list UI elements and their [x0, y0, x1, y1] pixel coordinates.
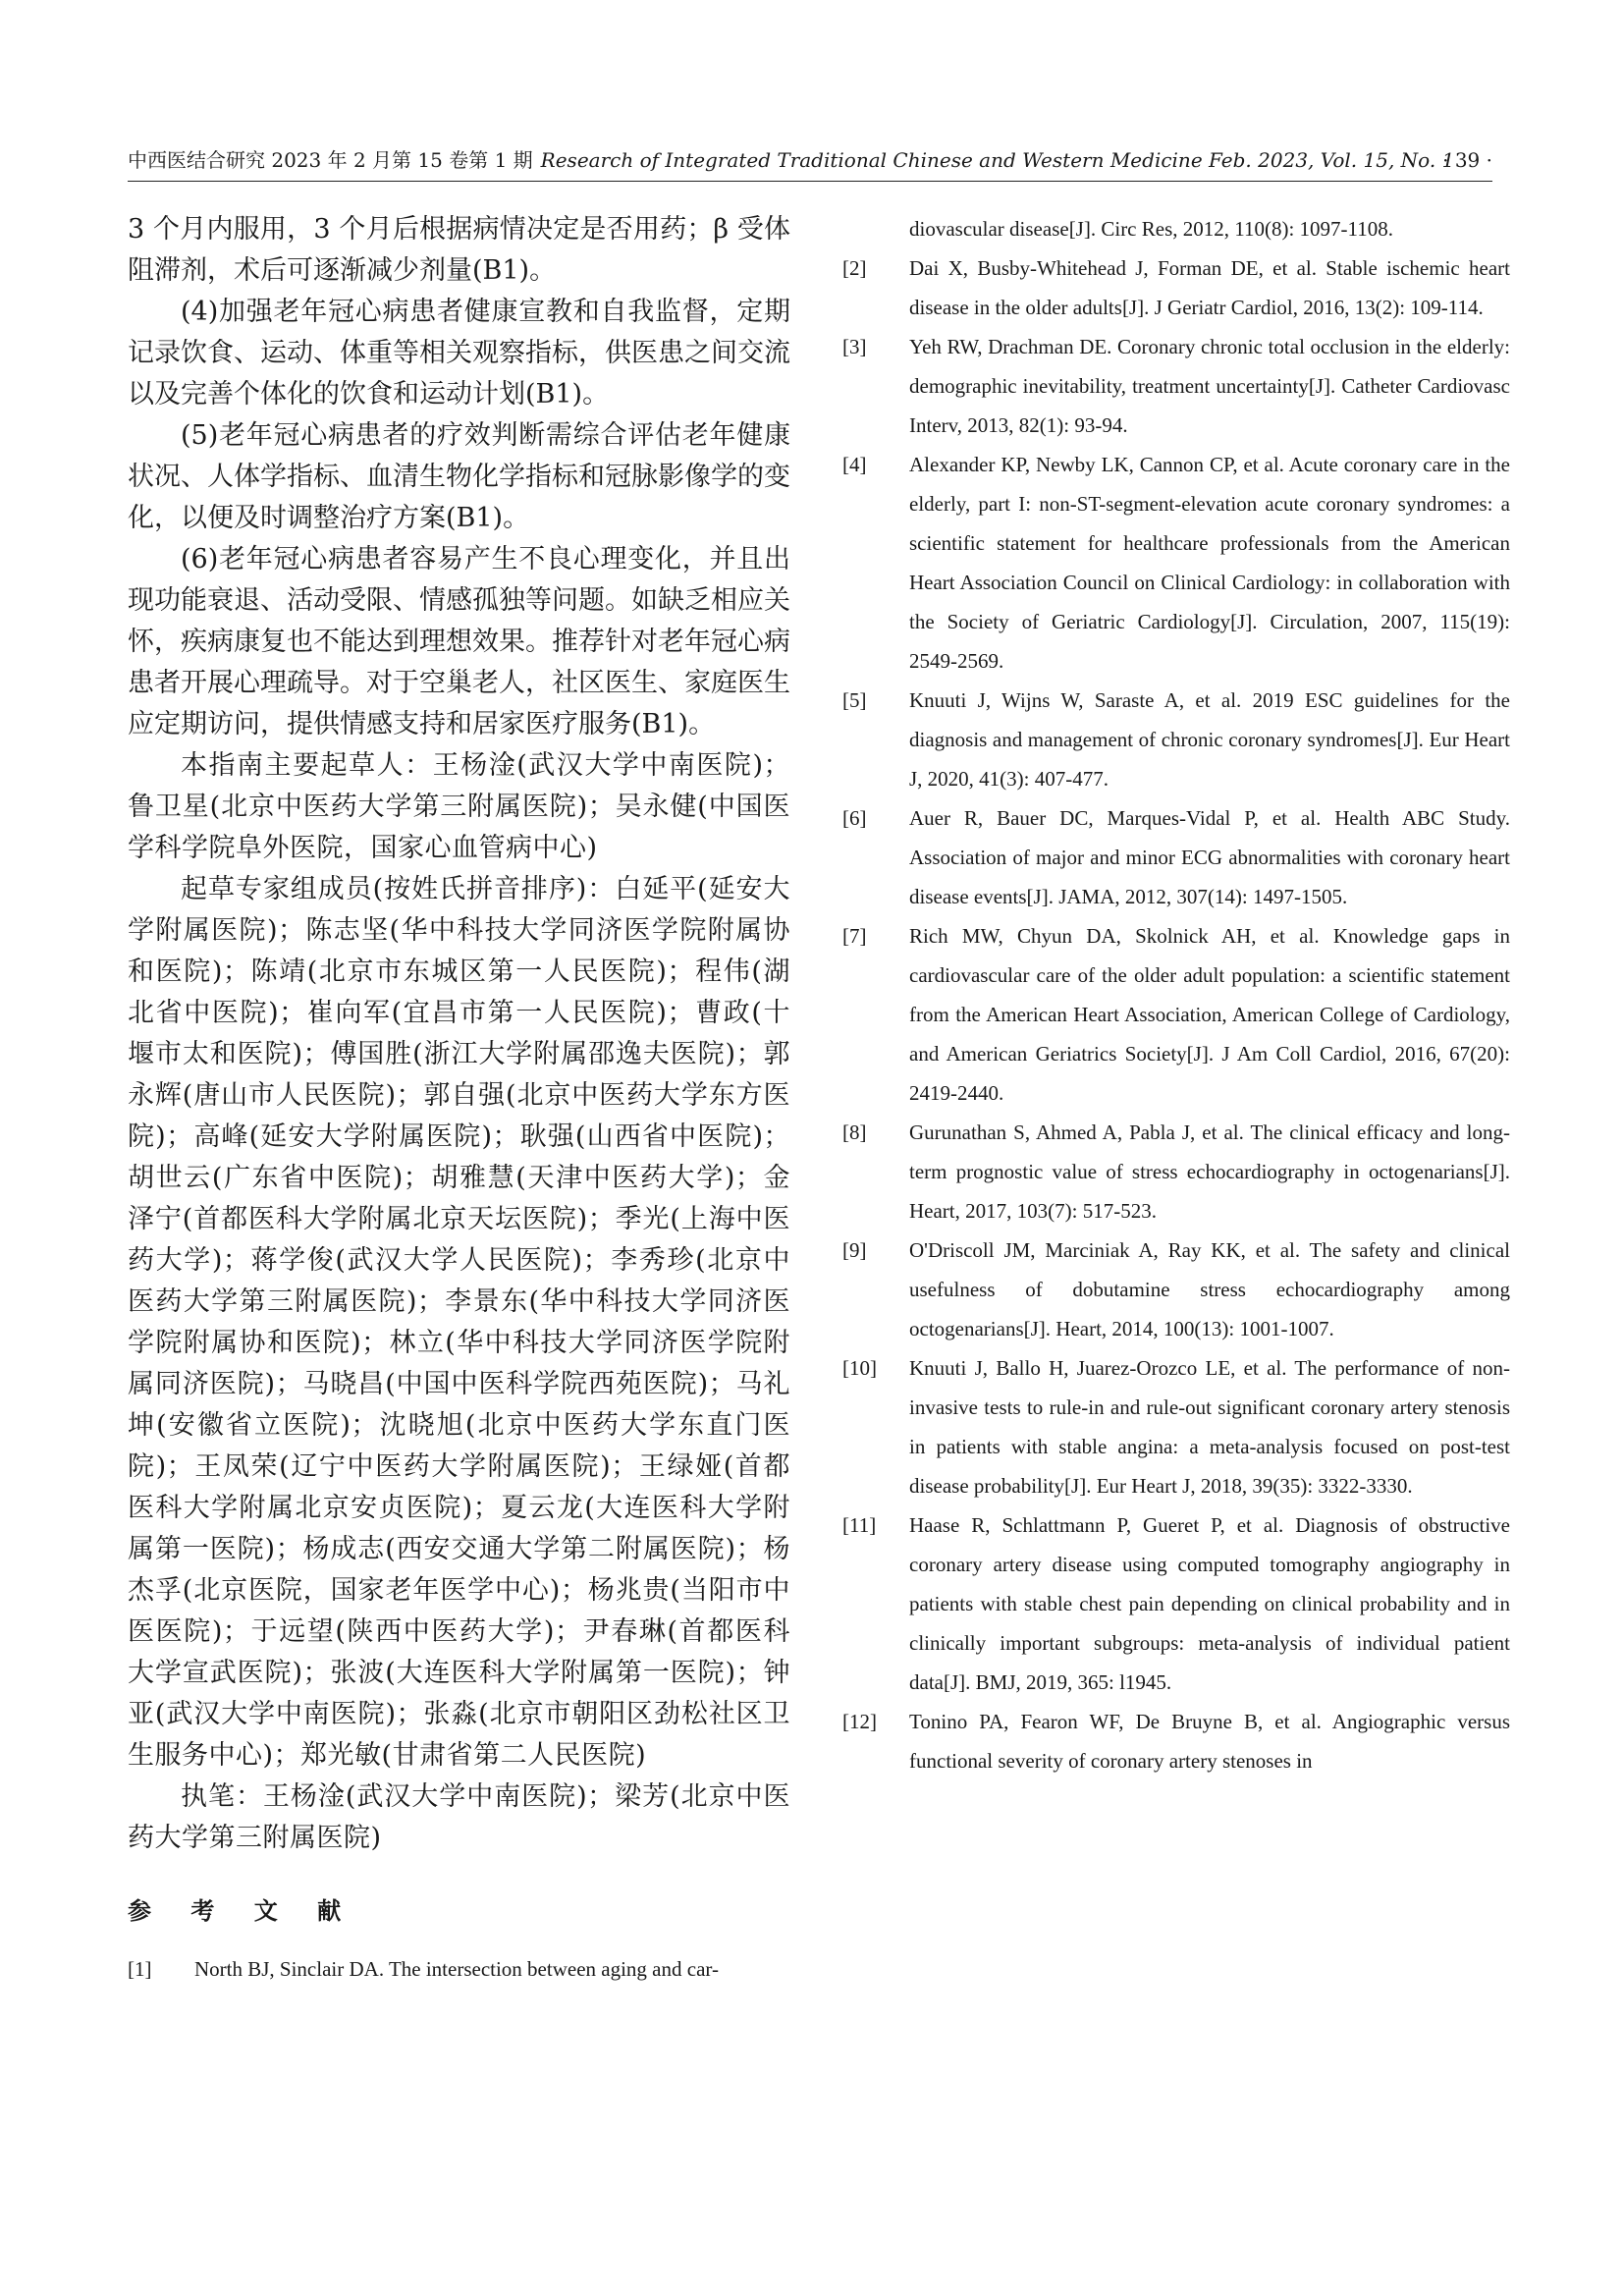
reference-text: Haase R, Schlattmann P, Gueret P, et al. Diagnosis of obstructive coronary artery disease using computed tomography angiography in patients with stable chest pain depending on clinical probability and in clinically important subgroups: meta-analysis of individual patient data[J]. BMJ, 2019, 365: l1945. [909, 1513, 1510, 1694]
reference-text: O'Driscoll JM, Marciniak A, Ray KK, et al. The safety and clinical usefulness of dobutamine stress echocardiography among octogenarians[J]. Heart, 2014, 100(13): 1001-1007. [909, 1238, 1510, 1340]
reference-text: Dai X, Busby-Whitehead J, Forman DE, et al. Stable ischemic heart disease in the older adults[J]. J Geriatr Cardiol, 2016, 13(2): 109-114. [909, 256, 1510, 319]
reference-text: Knuuti J, Ballo H, Juarez-Orozco LE, et al. The performance of non-invasive tests to rule-in and rule-out significant coronary artery stenosis in patients with stable angina: a meta-analysis focused on post-test disease probability[J]. Eur Heart J, 2018, 39(35): 3322-3330. [909, 1356, 1510, 1498]
reference-number: [1] [128, 1957, 152, 1981]
journal-title-zh: 中西医结合研究 2023 年 2 月第 15 卷第 1 期 [128, 148, 533, 172]
reference-text: Gurunathan S, Ahmed A, Pabla J, et al. The clinical efficacy and long-term prognostic value of stress echocardiography in octogenarians[J]. Heart, 2017, 103(7): 517-523. [909, 1121, 1510, 1223]
reference-number: [3] [842, 335, 867, 358]
reference-text: Knuuti J, Wijns W, Saraste A, et al. 2019 ESC guidelines for the diagnosis and management of chronic coronary syndromes[J]. Eur Heart J, 2020, 41(3): 407-477. [909, 688, 1510, 791]
reference-number: [10] [842, 1356, 877, 1380]
reference-item [842, 798, 1510, 916]
reference-item [842, 916, 1510, 1113]
reference-text: Yeh RW, Drachman DE. Coronary chronic total occlusion in the elderly: demographic inevitability, treatment uncertainty[J]. Catheter Cardiovasc Interv, 2013, 82(1): 93-94. [909, 335, 1510, 437]
experts-paragraph: 起草专家组成员(按姓氏拼音排序)：白延平(延安大学附属医院)；陈志坚(华中科技大学同济医学院附属协和医院)；陈靖(北京市东城区第一人民医院)；程伟(湖北省中医院)；崔向军(宜昌市第一人民医院)；曹政(十堰市太和医院)；傅国胜(浙江大学附属邵逸夫医院)；郭永辉(唐山市人民医院)；郭自强(北京中医药大学东方医院)；高峰(延安大学附属医院)；耿强(山西省中医院)；胡世云(广东省中医院)；胡雅慧(天津中医药大学)；金泽宁(首都医科大学附属北京天坛医院)；季光(上海中医药大学)；蒋学俊(武汉大学人民医院)；李秀珍(北京中医药大学第三附属医院)；李景东(华中科技大学同济医学院附属协和医院)；林立(华中科技大学同济医学院附属同济医院)；马晓昌(中国中医科学院西苑医院)；马礼坤(安徽省立医院)；沈晓旭(北京中医药大学东直门医院)；王凤荣(辽宁中医药大学附属医院)；王绿娅(首都医科大学附属北京安贞医院)；夏云龙(大连医科大学附属第一医院)；杨成志(西安交通大学第二附属医院)；杨杰孚(北京医院，国家老年医学中心)；杨兆贵(当阳市中医医院)；于远望(陕西中医药大学)；尹春琳(首都医科大学宣武医院)；张波(大连医科大学附属第一医院)；钟亚(武汉大学中南医院)；张淼(北京市朝阳区劲松社区卫生服务中心)；郑光敏(甘肃省第二人民医院) [128, 874, 790, 1771]
reference-item [842, 445, 1510, 681]
drafters-paragraph: 本指南主要起草人：王杨淦(武汉大学中南医院)；鲁卫星(北京中医药大学第三附属医院)；吴永健(中国医学科学院阜外医院，国家心血管病中心) [128, 750, 790, 863]
reference-number: [9] [842, 1238, 867, 1262]
reference-text: Tonino PA, Fearon WF, De Bruyne B, et al. Angiographic versus functional severity of coronary artery stenoses in [909, 1710, 1510, 1773]
reference-text: Auer R, Bauer DC, Marques-Vidal P, et al. Health ABC Study. Association of major and minor ECG abnormalities with coronary heart disease events[J]. JAMA, 2012, 307(14): 1497-1505. [909, 806, 1510, 908]
writers-paragraph: 执笔：王杨淦(武汉大学中南医院)；梁芳(北京中医药大学第三附属医院) [128, 1781, 790, 1853]
reference-list [842, 248, 1510, 1780]
reference-number: [4] [842, 453, 867, 476]
reference-item [842, 1348, 1510, 1505]
reference-item [128, 1949, 790, 1989]
reference-continuation: diovascular disease[J]. Circ Res, 2012, 110(8): 1097-1108. [909, 217, 1394, 241]
reference-number: [2] [842, 256, 867, 280]
journal-citation [128, 145, 1454, 175]
reference-number: [7] [842, 924, 867, 948]
paragraph-continuation: 3 个月内服用，3 个月后根据病情决定是否用药；β 受体阻滞剂，术后可逐渐减少剂量(B1)。 [128, 214, 790, 286]
reference-number: [6] [842, 806, 867, 830]
header-rule [128, 181, 1492, 182]
paragraph-item-5: (5)老年冠心病患者的疗效判断需综合评估老年健康状况、人体学指标、血清生物化学指标和冠脉影像学的变化，以便及时调整治疗方案(B1)。 [128, 420, 790, 533]
reference-text: North BJ, Sinclair DA. The intersection between aging and car- [194, 1957, 719, 1981]
references-heading: 参 考 文 献 [128, 1896, 357, 1925]
reference-item [842, 327, 1510, 445]
reference-item [842, 681, 1510, 798]
running-header [128, 145, 1492, 175]
reference-number: [8] [842, 1121, 867, 1144]
reference-text: Alexander KP, Newby LK, Cannon CP, et al. Acute coronary care in the elderly, part I: non-ST-segment-elevation acute coronary syndromes: a scientific statement for healthcare professionals from the American Heart Association Council on Clinical Cardiology: in collaboration with the Society of Geriatric Cardiology[J]. Circulation, 2007, 115(19): 2549-2569. [909, 453, 1510, 673]
reference-number: [12] [842, 1710, 877, 1733]
paragraph-item-6: (6)老年冠心病患者容易产生不良心理变化，并且出现功能衰退、活动受限、情感孤独等问题。如缺乏相应关怀，疾病康复也不能达到理想效果。推荐针对老年冠心病患者开展心理疏导。对于空巢老人，社区医生、家庭医生应定期访问，提供情感支持和居家医疗服务(B1)。 [128, 544, 790, 739]
reference-item [842, 1230, 1510, 1348]
reference-number: [5] [842, 688, 867, 712]
paragraph-item-4: (4)加强老年冠心病患者健康宣教和自我监督，定期记录饮食、运动、体重等相关观察指标，供医患之间交流以及完善个体化的饮食和运动计划(B1)。 [128, 297, 790, 410]
reference-number: [11] [842, 1513, 877, 1537]
reference-item [842, 1505, 1510, 1702]
page-number: · 39 · [1442, 148, 1492, 172]
right-column [842, 209, 1510, 1780]
left-column [128, 209, 790, 1989]
journal-title-en: Research of Integrated Traditional Chinese and Western Medicine Feb. 2023, Vol. 15, No. 1 [540, 148, 1455, 172]
reference-item [842, 248, 1510, 327]
reference-item [842, 1702, 1510, 1780]
reference-text: Rich MW, Chyun DA, Skolnick AH, et al. Knowledge gaps in cardiovascular care of the older adult population: a scientific statement from the American Heart Association, American College of Cardiology, and American Geriatrics Society[J]. J Am Coll Cardiol, 2016, 67(20): 2419-2440. [909, 924, 1510, 1105]
reference-item [842, 1113, 1510, 1230]
